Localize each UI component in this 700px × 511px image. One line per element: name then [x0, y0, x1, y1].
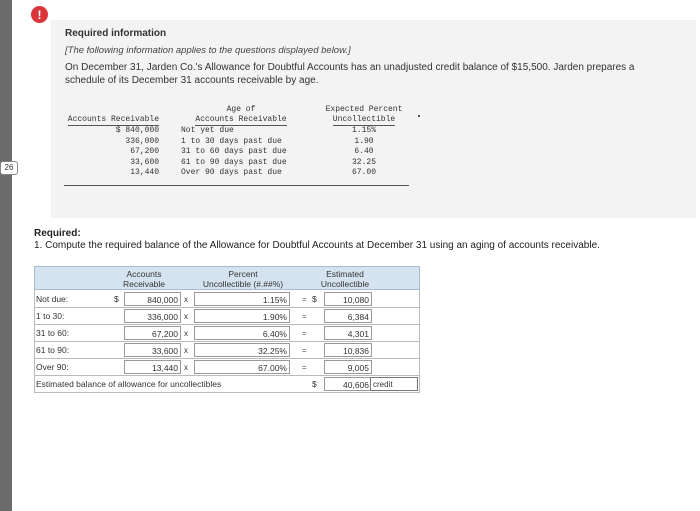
header-est-line2: Uncollectible	[320, 279, 370, 289]
header-ar-line1: Accounts	[126, 269, 162, 279]
table-row	[34, 342, 420, 359]
schedule-age-value: 61 to 90 days past due	[181, 157, 287, 167]
table-row	[34, 308, 420, 325]
ar-input[interactable]: 33,600	[124, 343, 181, 357]
times-sign: x	[184, 329, 188, 338]
schedule-header-pct-top: Expected Percent	[325, 105, 403, 114]
schedule-ar-column	[64, 105, 159, 179]
dollar-sign: $	[114, 294, 119, 304]
aging-schedule	[64, 103, 409, 186]
required-section	[34, 228, 600, 252]
row-divider	[34, 324, 420, 325]
table-row	[34, 291, 420, 308]
schedule-ar-value: $ 840,000	[115, 126, 159, 135]
schedule-header-pct: Uncollectible	[332, 115, 396, 124]
schedule-ar-value: 33,600	[130, 157, 159, 167]
stray-dot	[418, 115, 420, 117]
est-input[interactable]: 9,005	[324, 360, 372, 374]
schedule-age-value: Over 90 days past due	[181, 168, 282, 177]
pct-input[interactable]: 1.15%	[194, 292, 290, 306]
dollar-sign: $	[312, 294, 317, 304]
info-title: Required information	[65, 28, 167, 39]
est-input[interactable]: 4,301	[324, 326, 372, 340]
times-sign: x	[184, 346, 188, 355]
row-label: 31 to 60:	[36, 328, 70, 338]
row-divider	[34, 341, 420, 342]
schedule-header-age-top: Age of	[226, 105, 256, 114]
dollar-sign: $	[312, 379, 317, 389]
left-sidebar	[0, 0, 12, 511]
aging-worksheet	[34, 266, 420, 391]
row-divider	[34, 358, 420, 359]
ar-input[interactable]: 840,000	[124, 292, 181, 306]
row-divider	[34, 375, 420, 376]
schedule-pct-value: 67.00	[351, 168, 376, 177]
ar-input[interactable]: 67,200	[124, 326, 181, 340]
equals-sign: =	[302, 346, 307, 355]
est-input[interactable]: 10,080	[324, 292, 372, 306]
pct-input[interactable]: 1.90%	[194, 309, 290, 323]
pct-input[interactable]: 6.40%	[194, 326, 290, 340]
required-label: Required:	[34, 228, 81, 239]
table-row	[34, 325, 420, 342]
required-info-panel	[51, 20, 696, 218]
equals-sign: =	[302, 329, 307, 338]
header-ar-line2: Receivable	[122, 279, 166, 289]
row-label: Over 90:	[36, 362, 69, 372]
equals-sign: =	[302, 295, 307, 304]
schedule-age-value: 1 to 30 days past due	[181, 136, 282, 146]
pct-input[interactable]: 67.00%	[194, 360, 290, 374]
equals-sign: =	[302, 363, 307, 372]
schedule-header-age: Accounts Receivable	[195, 115, 287, 124]
equals-sign: =	[302, 312, 307, 321]
row-divider	[34, 307, 420, 308]
schedule-ar-value: 67,200	[130, 147, 159, 156]
header-est-line1: Estimated	[326, 269, 364, 279]
pct-input[interactable]: 32.25%	[194, 343, 290, 357]
col-divider	[419, 290, 420, 393]
schedule-age-column	[181, 105, 301, 179]
est-input[interactable]: 6,384	[324, 309, 372, 323]
header-pct-line2: Uncollectible (#.##%)	[202, 279, 284, 289]
total-est-input[interactable]: 40,606	[324, 377, 372, 391]
row-label: Not due:	[36, 294, 69, 304]
times-sign: x	[184, 312, 188, 321]
table-row	[34, 359, 420, 376]
row-label: 61 to 90:	[36, 345, 70, 355]
est-input[interactable]: 10,836	[324, 343, 372, 357]
header-pct-line1: Percent	[228, 269, 258, 279]
schedule-pct-value: 1.15%	[351, 126, 376, 135]
col-divider	[34, 290, 35, 393]
page-badge: 26	[0, 161, 18, 175]
credit-debit-select[interactable]: credit	[370, 377, 418, 391]
total-row	[34, 376, 420, 393]
row-divider	[34, 392, 420, 393]
total-label: Estimated balance of allowance for uncollectibles	[36, 379, 222, 389]
schedule-ar-value: 13,440	[130, 168, 159, 177]
info-note: [The following information applies to the questions displayed below.]	[65, 45, 351, 56]
ar-input[interactable]: 13,440	[124, 360, 181, 374]
schedule-pct-value: 1.90	[354, 136, 374, 146]
times-sign: x	[184, 363, 188, 372]
schedule-pct-column	[318, 105, 410, 179]
alert-icon: !	[31, 6, 48, 23]
info-description: On December 31, Jarden Co.'s Allowance for Doubtful Accounts has an unadjusted credit balance of $15,500. Jarden prepares a schedule of its December 31 accounts receivable by age.	[65, 62, 635, 86]
schedule-age-value: Not yet due	[181, 126, 234, 135]
schedule-pct-value: 6.40	[354, 147, 374, 156]
row-label: 1 to 30:	[36, 311, 65, 321]
ar-input[interactable]: 336,000	[124, 309, 181, 323]
schedule-age-value: 31 to 60 days past due	[181, 147, 287, 156]
times-sign: x	[184, 295, 188, 304]
required-question: 1. Compute the required balance of the Allowance for Doubtful Accounts at December 31 using an aging of accounts receivable.	[34, 240, 600, 251]
schedule-header-ar: Accounts Receivable	[67, 115, 159, 124]
worksheet-header	[34, 266, 420, 290]
schedule-pct-value: 32.25	[351, 157, 376, 167]
schedule-ar-value: 336,000	[125, 136, 159, 146]
